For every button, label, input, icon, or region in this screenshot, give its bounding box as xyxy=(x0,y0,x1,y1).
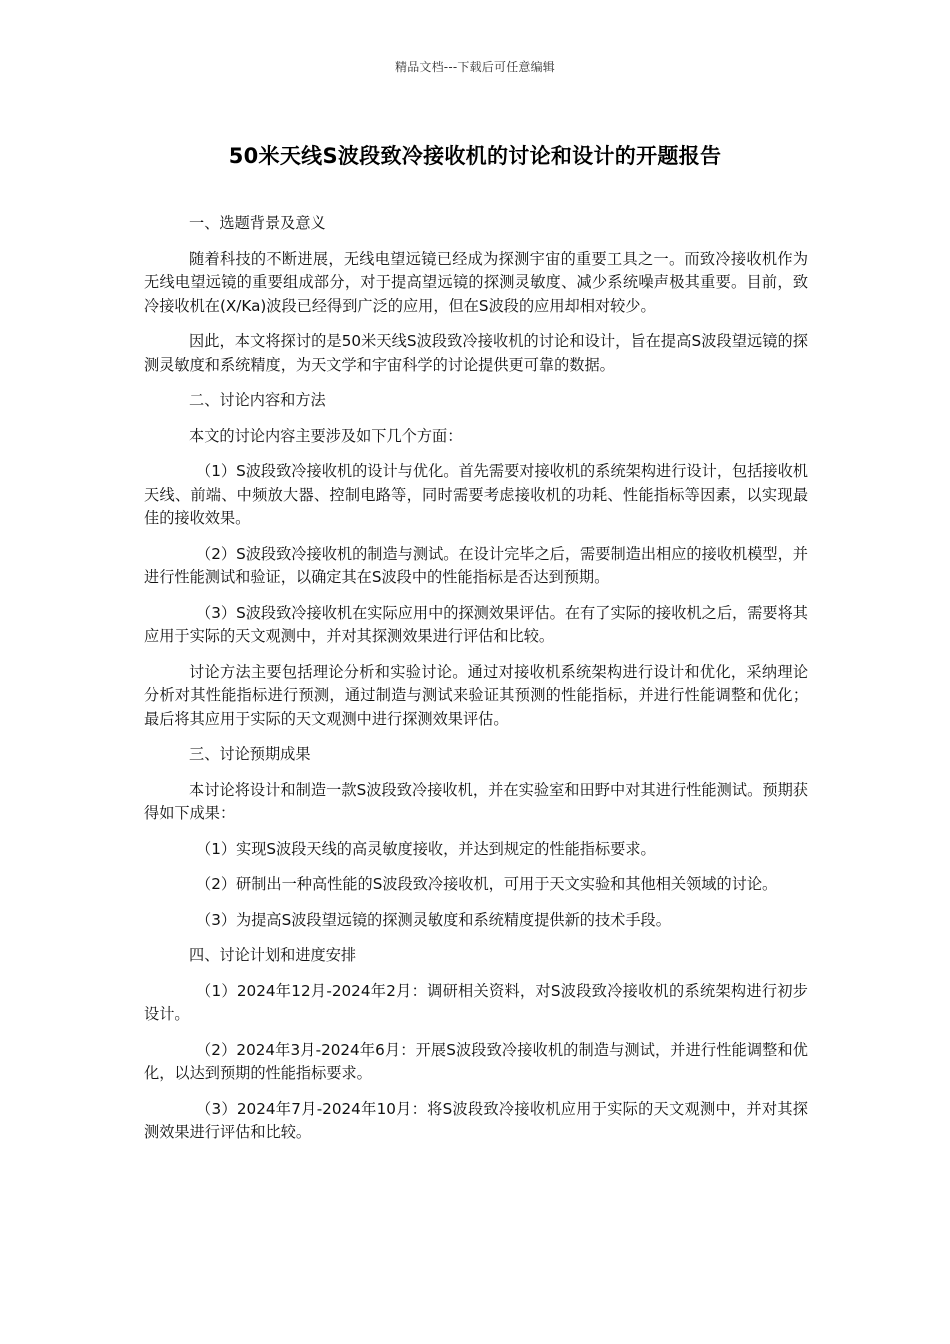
paragraph-background-2: 因此，本文将探讨的是50米天线S波段致冷接收机的讨论和设计，旨在提高S波段望远镜的探测灵敏度和系统精度，为天文学和宇宙科学的讨论提供更可靠的数据。 xyxy=(144,332,808,374)
list-item-content-3: （3）S波段致冷接收机在实际应用中的探测效果评估。在有了实际的接收机之后，需要将其应用于实际的天文观测中，并对其探测效果进行评估和比较。 xyxy=(144,603,808,645)
list-item-content-1: （1）S波段致冷接收机的设计与优化。首先需要对接收机的系统架构进行设计，包括接收机天线、前端、中频放大器、控制电路等，同时需要考虑接收机的功耗、性能指标等因素，以实现最佳的接收效果。 xyxy=(144,462,808,527)
list-item-schedule-1: （1）2024年12月-2024年2月：调研相关资料，对S波段致冷接收机的系统架构进行初步设计。 xyxy=(144,981,808,1023)
page-header: 精品文档---下载后可任意编辑 xyxy=(395,60,555,74)
paragraph-results-intro: 本讨论将设计和制造一款S波段致冷接收机，并在实验室和田野中对其进行性能测试。预期获得如下成果： xyxy=(144,780,808,822)
paragraph-background-1: 随着科技的不断进展，无线电望远镜已经成为探测宇宙的重要工具之一。而致冷接收机作为无线电望远镜的重要组成部分，对于提高望远镜的探测灵敏度、减少系统噪声极其重要。目前，致冷接收机在(X/Ka)波段已经得到广泛的应用，但在S波段的应用却相对较少。 xyxy=(144,249,808,315)
section-heading-background: 一、选题背景及意义 xyxy=(189,214,326,232)
list-item-result-3: （3）为提高S波段望远镜的探测灵敏度和系统精度提供新的技术手段。 xyxy=(196,910,671,929)
paragraph-content-intro: 本文的讨论内容主要涉及如下几个方面： xyxy=(189,426,463,445)
paragraph-method: 讨论方法主要包括理论分析和实验讨论。通过对接收机系统架构进行设计和优化，采纳理论分析对其性能指标进行预测，通过制造与测试来验证其预测的性能指标，并进行性能调整和优化；最后将其应用于实际的天文观测中进行探测效果评估。 xyxy=(144,662,808,728)
list-item-schedule-2: （2）2024年3月-2024年6月：开展S波段致冷接收机的制造与测试，并进行性能调整和优化，以达到预期的性能指标要求。 xyxy=(144,1040,808,1082)
section-heading-schedule: 四、讨论计划和进度安排 xyxy=(189,946,357,964)
document-title: 50米天线S波段致冷接收机的讨论和设计的开题报告 xyxy=(228,144,722,168)
section-heading-content-method: 二、讨论内容和方法 xyxy=(189,391,326,409)
list-item-result-2: （2）研制出一种高性能的S波段致冷接收机，可用于天文实验和其他相关领域的讨论。 xyxy=(196,875,778,893)
section-heading-expected-results: 三、讨论预期成果 xyxy=(189,745,311,763)
list-item-result-1: （1）实现S波段天线的高灵敏度接收，并达到规定的性能指标要求。 xyxy=(196,839,656,858)
list-item-content-2: （2）S波段致冷接收机的制造与测试。在设计完毕之后，需要制造出相应的接收机模型，并进行性能测试和验证，以确定其在S波段中的性能指标是否达到预期。 xyxy=(144,544,808,586)
list-item-schedule-3: （3）2024年7月-2024年10月：将S波段致冷接收机应用于实际的天文观测中，并对其探测效果进行评估和比较。 xyxy=(144,1099,808,1141)
document-body xyxy=(144,212,808,1157)
